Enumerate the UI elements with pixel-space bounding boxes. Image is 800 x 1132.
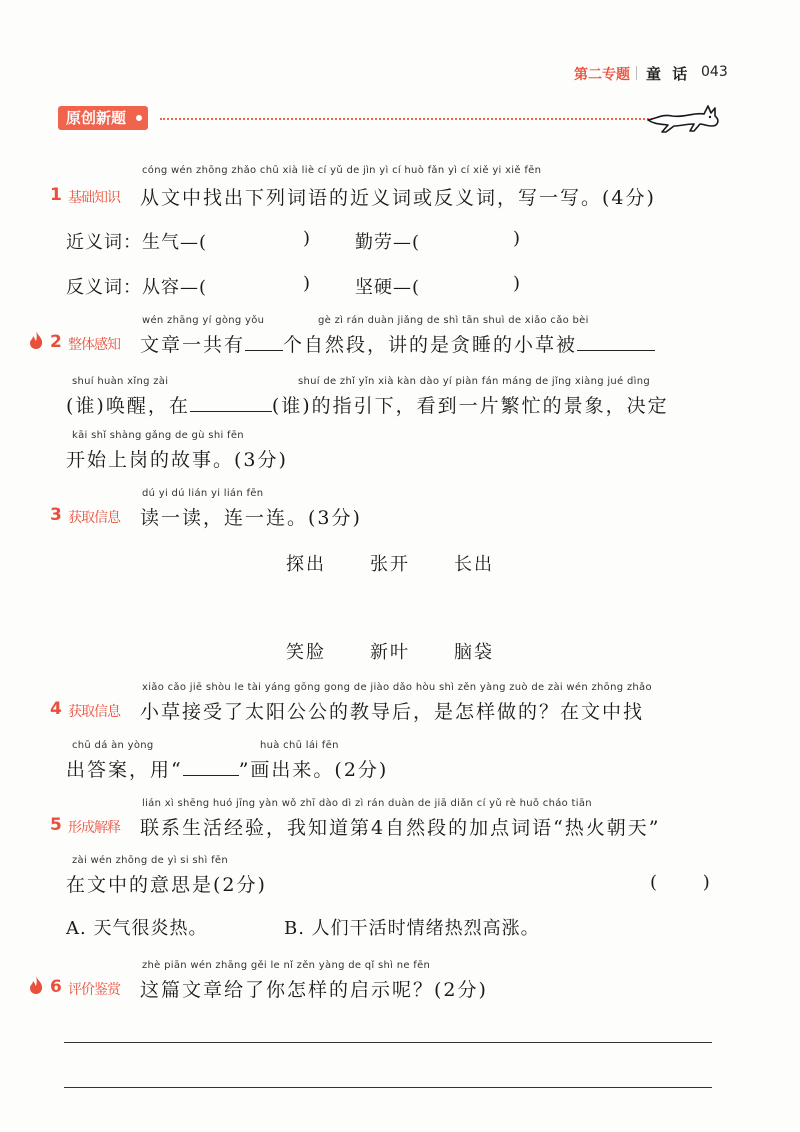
q1-close-paren-3: ) — [303, 273, 311, 294]
q5-text-2: 在文中的意思是(2分) — [66, 874, 267, 896]
q6-pinyin: zhè piān wén zhāng gěi le nǐ zěn yàng de qǐ shì ne fēn — [142, 960, 431, 971]
q3-bottom-word-2: 新叶 — [370, 642, 410, 663]
q1-tag: 基础知识 — [68, 190, 120, 206]
q2-tag: 整体感知 — [68, 337, 120, 353]
q2-text-1a: 文章一共有 — [140, 334, 246, 356]
q6-tag: 评价鉴赏 — [68, 982, 120, 998]
q1-synonym-word2: 勤劳—( — [355, 232, 421, 253]
q3-bottom-word-3: 脑袋 — [454, 642, 494, 663]
q3-bottom-word-1: 笑脸 — [286, 642, 326, 663]
q5-option-b: B. 人们干活时情绪热烈高涨。 — [284, 918, 540, 939]
q2-text-2a: (谁)唤醒，在 — [66, 395, 190, 417]
q2-pinyin-3: kāi shǐ shàng gǎng de gù shi fēn — [72, 430, 244, 441]
q6-text: 这篇文章给了你怎样的启示呢？(2分) — [140, 979, 488, 1001]
q2-line-1 — [140, 330, 655, 357]
answer-line-1[interactable] — [64, 1042, 712, 1043]
q5-tag: 形成解释 — [68, 820, 120, 836]
page-number: 043 — [701, 64, 728, 80]
q1-close-paren-4: ) — [513, 273, 521, 294]
q4-text-2a: 出答案，用“ — [66, 759, 183, 781]
cat-icon — [644, 98, 724, 138]
q4-pinyin-1: xiǎo cǎo jiē shòu le tài yáng gōng gong de jiào dǎo hòu shì zěn yàng zuò de zài wén zhōng zhǎo — [142, 682, 652, 693]
q2-text-2b: (谁)的指引下，看到一片繁忙的景象，决定 — [271, 395, 669, 417]
q5-answer-paren[interactable]: ( ) — [650, 872, 710, 893]
q3-number: 3 — [50, 505, 62, 525]
section-banner — [58, 106, 148, 130]
q1-close-paren-1: ) — [303, 228, 311, 249]
q5-pinyin-2: zài wén zhōng de yì si shì fēn — [72, 855, 228, 866]
q2-text-3: 开始上岗的故事。(3分) — [66, 449, 288, 471]
banner-dot — [136, 115, 142, 121]
banner-dotted-line — [160, 118, 660, 120]
q2-text-1b: 个自然段，讲的是贪睡的小草被 — [283, 334, 578, 356]
q4-tag: 获取信息 — [68, 704, 120, 720]
q1-text: 从文中找出下列词语的近义词或反义词，写一写。(4分) — [140, 187, 656, 209]
q4-line-2 — [66, 755, 388, 782]
q3-text: 读一读，连一连。(3分) — [140, 507, 362, 529]
q4-pinyin-2b: huà chū lái fēn — [260, 740, 339, 751]
q2-number: 2 — [50, 332, 62, 352]
q3-top-word-3: 长出 — [454, 554, 494, 575]
q1-number: 1 — [50, 185, 62, 205]
q2-blank-3[interactable] — [190, 407, 272, 412]
q4-text-2b: ”画出来。(2分) — [238, 759, 389, 781]
q2-pinyin-1a: wén zhāng yí gòng yǒu — [142, 315, 265, 326]
q3-top-word-1: 探出 — [286, 554, 326, 575]
q4-number: 4 — [50, 699, 62, 719]
q1-antonym-word2: 坚硬—( — [355, 277, 421, 298]
q2-line-2 — [66, 391, 669, 418]
q2-blank-1[interactable] — [245, 346, 283, 351]
q3-top-word-2: 张开 — [370, 554, 410, 575]
q5-pinyin-1: lián xì shēng huó jīng yàn wǒ zhī dào dì zì rán duàn de jiā diǎn cí yǔ rè huǒ cháo tiān — [142, 798, 592, 809]
flame-icon — [28, 975, 44, 995]
q3-pinyin: dú yi dú lián yi lián fēn — [142, 488, 264, 499]
q2-pinyin-1b: gè zì rán duàn jiǎng de shì tān shuì de xiǎo cǎo bèi — [318, 315, 589, 326]
section-category: 童 话 — [646, 65, 691, 83]
q5-text-1: 联系生活经验，我知道第4自然段的加点词语“热火朝天” — [140, 817, 661, 839]
q2-pinyin-2b: shuí de zhǐ yǐn xià kàn dào yí piàn fán máng de jǐng xiàng jué dìng — [298, 376, 651, 387]
section-topic: 第二专题 — [574, 67, 630, 83]
q2-blank-2[interactable] — [577, 346, 655, 351]
q1-close-paren-2: ) — [513, 228, 521, 249]
q1-synonym-label: 近义词：生气—( — [66, 232, 208, 253]
q3-tag: 获取信息 — [68, 510, 120, 526]
q1-pinyin: cóng wén zhōng zhǎo chū xià liè cí yǔ de jìn yì cí huò fǎn yì cí xiě yi xiě fēn — [142, 165, 542, 176]
flame-icon — [28, 330, 44, 350]
q4-blank[interactable] — [183, 771, 239, 776]
q4-pinyin-2a: chū dá àn yòng — [72, 740, 154, 751]
q5-number: 5 — [50, 815, 62, 835]
q5-option-a: A. 天气很炎热。 — [66, 918, 208, 939]
q6-number: 6 — [50, 977, 62, 997]
q1-antonym-label: 反义词：从容—( — [66, 277, 208, 298]
header-divider — [636, 66, 637, 80]
q4-text-1: 小草接受了太阳公公的教导后，是怎样做的？在文中找 — [140, 701, 645, 723]
q2-pinyin-2a: shuí huàn xǐng zài — [72, 376, 169, 387]
answer-line-2[interactable] — [64, 1087, 712, 1088]
banner-label: 原创新题 — [66, 109, 127, 127]
